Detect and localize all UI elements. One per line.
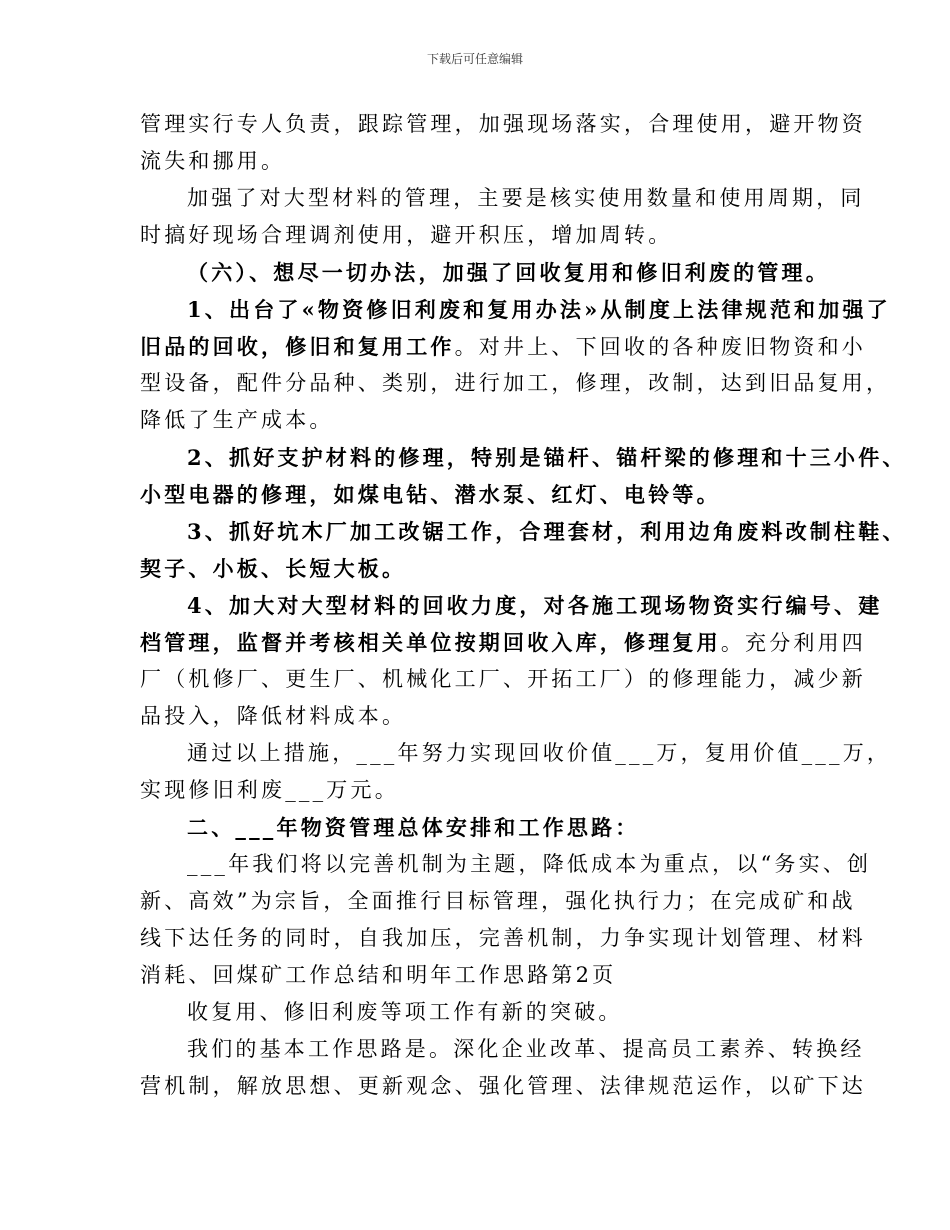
text-line: 档管理，监督并考核相关单位按期回收入库，修理复用。充分利用四 [140,630,867,655]
text-line: 营机制，解放思想、更新观念、强化管理、法律规范运作，以矿下达 [140,1074,866,1098]
text-line: 实现修旧利废___万元。 [140,778,399,802]
text-line: 型设备，配件分品种、类别，进行加工，修理，改制，达到旧品复用， [140,371,891,395]
text-line: 加强了对大型材料的管理，主要是核实使用数量和使用周期，同 [187,186,865,210]
text-line: 通过以上措施，___年努力实现回收价值___万，复用价值___万， [187,741,892,765]
text-line: 管理实行专人负责，跟踪管理，加强现场落实，合理使用，避开物资 [140,112,866,136]
text-line: 小型电器的修理，如煤电钻、潜水泵、红灯、电铃等。 [140,482,721,507]
text-line: 线下达任务的同时，自我加压，完善机制，力争实现计划管理、材料 [140,926,866,950]
text-line: 1、出台了«物资修旧利废和复用办法»从制度上法律规范和加强了 [187,297,891,322]
text-line: 3、抓好坑木厂加工改锯工作，合理套材，利用边角废料改制柱鞋、 [187,519,907,544]
text-line: 4、加大对大型材料的回收力度，对各施工现场物资实行编号、建 [187,593,883,618]
text-line: 消耗、回煤矿工作总结和明年工作思路第2页 [140,963,617,987]
section-heading: 二、___年物资管理总体安排和工作思路： [187,815,640,840]
section-heading: （六）、想尽一切办法，加强了回收复用和修旧利废的管理。 [187,260,830,285]
text-line: 降低了生产成本。 [140,408,334,432]
text-line: 契子、小板、长短大板。 [140,556,407,581]
text-line: 厂（机修厂、更生厂、机械化工厂、开拓工厂）的修理能力，减少新 [140,667,866,691]
text-line: ___年我们将以完善机制为主题，降低成本为重点，以“务实、创 [187,852,872,876]
page-header: 下载后可任意编辑 [426,52,523,66]
text-line: 我们的基本工作思路是。深化企业改革、提高员工素养、转换经 [187,1037,865,1061]
text-line: 流失和挪用。 [140,149,286,173]
document-body [140,106,907,1105]
text-line: 2、抓好支护材料的修理，特别是锚杆、锚杆梁的修理和十三小件、 [187,445,907,470]
text-line: 品投入，降低材料成本。 [140,704,407,728]
text-line: 新、高效”为宗旨，全面推行目标管理，强化执行力；在完成矿和战 [140,889,856,913]
text-line: 旧品的回收，修旧和复用工作。对井上、下回收的各种废旧物资和小 [140,334,867,359]
text-line: 时搞好现场合理调剂使用，避开积压，增加周转。 [140,223,673,247]
text-line: 收复用、修旧利废等项工作有新的突破。 [187,1000,623,1024]
